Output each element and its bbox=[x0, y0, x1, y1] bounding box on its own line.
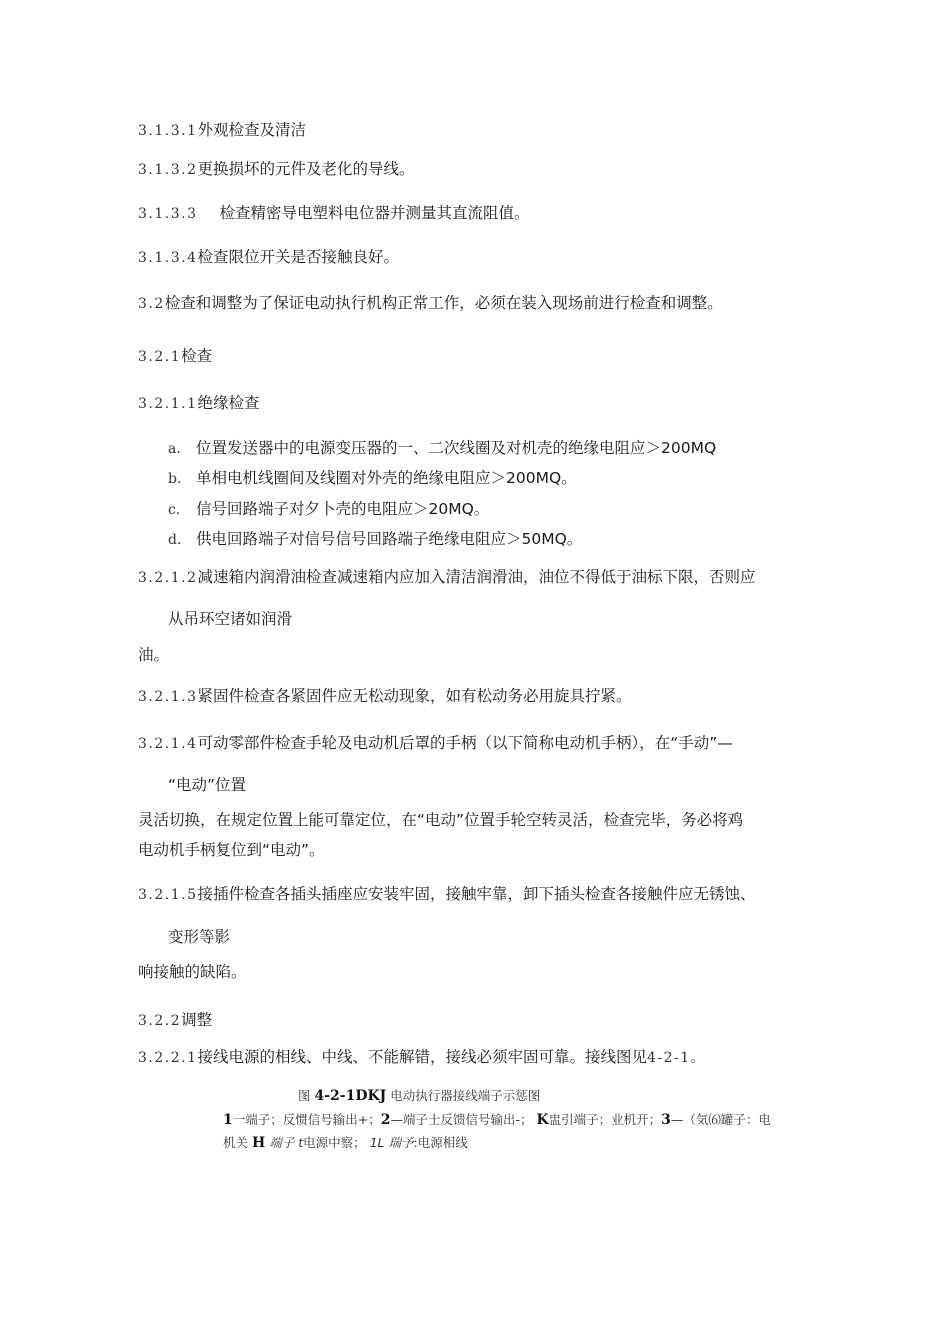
section-3-2-1-4 bbox=[138, 733, 733, 754]
figure-legend-line-2 bbox=[223, 1134, 468, 1152]
section-3-2-1 bbox=[138, 346, 212, 367]
section-continuation: 电动机手柄复位到“电动”。 bbox=[138, 841, 325, 859]
section-continuation: 从吊环空诸如润滑 bbox=[168, 610, 293, 628]
insulation-item bbox=[168, 468, 577, 489]
item-label: a. bbox=[168, 441, 181, 457]
section-number: 3.1.3.3 bbox=[138, 206, 198, 222]
section-text: 接线电源的相线、中线、不能解错，接线必须牢固可靠。接线图见 bbox=[197, 1048, 647, 1066]
section-continuation: 油。 bbox=[138, 646, 170, 664]
legend-text: 1L 瑞予 bbox=[369, 1135, 414, 1150]
insulation-item bbox=[168, 529, 582, 550]
item-text: 信号回路端子对夕卜壳的电阻应＞20MQ。 bbox=[196, 500, 490, 518]
figure-title-prefix: 图 bbox=[298, 1088, 311, 1103]
section-text: 接插件检查各插头插座应安装牢固，接触牢靠，卸下插头检查各接触件应无锈蚀、 bbox=[197, 885, 756, 903]
legend-key: 1 bbox=[223, 1112, 233, 1128]
figure-number: 4-2-1DKJ bbox=[314, 1088, 387, 1104]
section-3-2-1-1 bbox=[138, 393, 260, 414]
section-continuation: 变形等影 bbox=[168, 928, 231, 946]
legend-text: —（気⑹罐子：电 bbox=[670, 1112, 771, 1127]
section-number: 3.2.1.3 bbox=[138, 689, 198, 705]
section-number: 3.2.2 bbox=[138, 1013, 182, 1029]
item-text: 单相电机线圈间及线圈对外壳的绝缘电阻应＞200MQ。 bbox=[196, 469, 577, 487]
section-number: 3.1.3.1 bbox=[138, 123, 198, 139]
legend-key: K bbox=[536, 1112, 549, 1128]
section-3-1-3-1 bbox=[138, 120, 306, 141]
section-text: 检查限位开关是否接触良好。 bbox=[197, 248, 399, 266]
section-text: 减速箱内润滑油检查减速箱内应加入清洁润滑油，油位不得低于油标下限，否则应 bbox=[197, 568, 756, 586]
section-number: 3.2.1.4 bbox=[138, 736, 198, 752]
section-number: 3.2.1.2 bbox=[138, 570, 198, 586]
legend-text: 电源中察； bbox=[303, 1135, 366, 1150]
figure-legend-line-1 bbox=[223, 1111, 771, 1129]
section-3-1-3-2 bbox=[138, 159, 415, 180]
figure-title: 电动执行器接线端子示惩图 bbox=[390, 1088, 541, 1103]
section-3-2-1-3 bbox=[138, 686, 632, 707]
insulation-item bbox=[168, 499, 489, 520]
item-label: b. bbox=[168, 471, 182, 487]
legend-text: 一端子；反惯信号输出+； bbox=[232, 1112, 381, 1127]
section-continuation: 响接触的缺陷。 bbox=[138, 963, 247, 981]
legend-text: 盅引端子；业机开； bbox=[548, 1112, 662, 1127]
section-3-2-2 bbox=[138, 1010, 212, 1031]
item-text: 供电回路端子对信号信号回路端子绝缘电阻应＞50MQ。 bbox=[196, 530, 583, 548]
legend-key: 3 bbox=[661, 1112, 671, 1128]
section-text: 绝缘检查 bbox=[197, 394, 260, 412]
section-3-2-1-5 bbox=[138, 884, 756, 905]
section-3-1-3-4 bbox=[138, 247, 399, 268]
section-number: 3.1.3.4 bbox=[138, 250, 198, 266]
section-number: 3.2.1.5 bbox=[138, 887, 198, 903]
section-text: 检查精密导电塑料电位器并测量其直流阻值。 bbox=[219, 204, 530, 222]
legend-text: —端子士反馈信号输出-； bbox=[390, 1112, 533, 1127]
section-continuation: “电动”位置 bbox=[168, 776, 247, 794]
section-text: 更换损坏的元件及老化的导线。 bbox=[197, 160, 415, 178]
section-3-2-1-2 bbox=[138, 567, 756, 588]
section-number: 3.2.2.1 bbox=[138, 1050, 198, 1066]
section-number: 3.2.1.1 bbox=[138, 396, 198, 412]
legend-text: 机关 bbox=[223, 1135, 249, 1150]
legend-key: H bbox=[252, 1135, 266, 1151]
legend-text: :电源相线 bbox=[413, 1135, 468, 1150]
insulation-item bbox=[168, 438, 716, 459]
section-text: 检查和调整为了保证电动执行机构正常工作，必须在装入现场前进行检查和调整。 bbox=[164, 294, 723, 312]
section-text: 调整 bbox=[181, 1011, 213, 1029]
section-3-2 bbox=[138, 293, 723, 314]
section-text: 紧固件检查各紧固件应无松动现象，如有松动务必用旋具拧紧。 bbox=[197, 687, 632, 705]
section-number: 3.2 bbox=[138, 296, 165, 312]
section-continuation: 灵活切换，在规定位置上能可靠定位，在“电动”位置手轮空转灵活，检查完毕，务必将鸡 bbox=[138, 811, 744, 829]
section-3-1-3-3 bbox=[138, 203, 530, 224]
section-text: 检查 bbox=[181, 347, 213, 365]
item-text: 位置发送器中的电源变压器的一、二次线圈及对机壳的绝缘电阻应＞200MQ bbox=[196, 439, 717, 457]
item-label: c. bbox=[168, 502, 181, 518]
section-3-2-2-1 bbox=[138, 1047, 706, 1068]
item-label: d. bbox=[168, 532, 182, 548]
section-text: 可动零部件检查手轮及电动机后罩的手柄（以下简称电动机手柄），在“手动”— bbox=[197, 734, 733, 752]
legend-text: 端子 t bbox=[269, 1135, 304, 1150]
section-text: 外观检查及清洁 bbox=[197, 121, 306, 139]
section-number: 3.2.1 bbox=[138, 349, 182, 365]
legend-key: 2 bbox=[380, 1112, 391, 1128]
figure-reference: 4-2-1。 bbox=[647, 1050, 707, 1066]
figure-caption bbox=[298, 1087, 540, 1105]
section-number: 3.1.3.2 bbox=[138, 162, 198, 178]
